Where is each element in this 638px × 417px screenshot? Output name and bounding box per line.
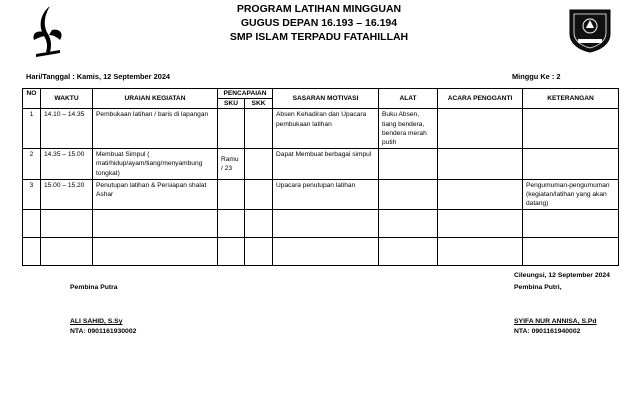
cell-sku — [218, 179, 245, 210]
cell-keterangan — [523, 149, 619, 180]
cell-waktu: 14.35 – 15.00 — [41, 149, 93, 180]
cell-uraian: Membuat Simpul ( mati/hidup/ayam/tiang/menyambung tongkat) — [93, 149, 218, 180]
cell-acara — [438, 109, 523, 149]
cell-acara — [438, 149, 523, 180]
cell-waktu: 14.10 – 14.35 — [41, 109, 93, 149]
table-row — [23, 179, 619, 210]
cell-sasaran: Upacara penutupan latihan — [273, 179, 379, 210]
cell-uraian: Penutupan latihan & Persiapan shalat Ashar — [93, 179, 218, 210]
cell-skk — [245, 179, 273, 210]
header-uraian: URAIAN KEGIATAN — [93, 89, 218, 109]
cell-skk — [245, 109, 273, 149]
header-acara: ACARA PENGGANTI — [438, 89, 523, 109]
cell-alat — [379, 149, 438, 180]
date-label: Hari/Tanggal : Kamis, 12 September 2024 — [26, 72, 171, 81]
right-role: Pembina Putri, — [514, 284, 562, 291]
cell-no: 3 — [23, 179, 41, 210]
cell-no: 1 — [23, 109, 41, 149]
header-sku: SKU — [218, 99, 245, 109]
table-row-empty — [23, 210, 619, 238]
cell-no: 2 — [23, 149, 41, 180]
cell-keterangan — [523, 109, 619, 149]
program-title: PROGRAM LATIHAN MINGGUAN — [236, 3, 402, 15]
cell-alat: Buku Absen, tiang bendera, bendera merah putih — [379, 109, 438, 149]
left-signatory-name: ALI SAHID, S.Sy — [70, 318, 123, 325]
cell-acara — [438, 179, 523, 210]
cell-uraian: Pembukaan latihan / baris di lapangan — [93, 109, 218, 149]
cell-sku — [218, 109, 245, 149]
table-row — [23, 109, 619, 149]
table-row — [23, 149, 619, 180]
school-emblem-icon — [566, 6, 614, 54]
header-skk: SKK — [245, 99, 273, 109]
header-sasaran: SASARAN MOTIVASI — [273, 89, 379, 109]
cell-sasaran: Dapat Membuat berbagai simpul — [273, 149, 379, 180]
week-label: Minggu Ke : 2 — [512, 72, 561, 81]
header-keterangan: KETERANGAN — [523, 89, 619, 109]
place-date: Cileungsi, 12 September 2024 — [514, 272, 610, 279]
header-alat: ALAT — [379, 89, 438, 109]
left-signatory-nta: NTA: 0901161930002 — [70, 328, 137, 335]
gugus-title: GUGUS DEPAN 16.193 – 16.194 — [240, 17, 398, 29]
cell-waktu: 15.00 – 15.20 — [41, 179, 93, 210]
cell-alat — [379, 179, 438, 210]
right-signatory-name: SYIFA NUR ANNISA, S.Pd — [514, 318, 597, 325]
left-role: Pembina Putra — [70, 284, 118, 291]
right-signatory-nta: NTA: 0901161940002 — [514, 328, 581, 335]
table-row-empty — [23, 238, 619, 266]
cell-skk — [245, 149, 273, 180]
program-table — [22, 88, 619, 266]
header-pencapaian: PENCAPAIAN — [218, 89, 273, 99]
header-waktu: WAKTU — [41, 89, 93, 109]
cell-sasaran: Absen Kehadiran dan Upacara pembukaan latihan — [273, 109, 379, 149]
cell-sku: Ramu / 23 — [218, 149, 245, 180]
header-no: NO — [23, 89, 41, 109]
cell-keterangan: Pengumuman-pengumuman (kegiatan/latihan yang akan datang) — [523, 179, 619, 210]
school-title: SMP ISLAM TERPADU FATAHILLAH — [229, 31, 409, 43]
